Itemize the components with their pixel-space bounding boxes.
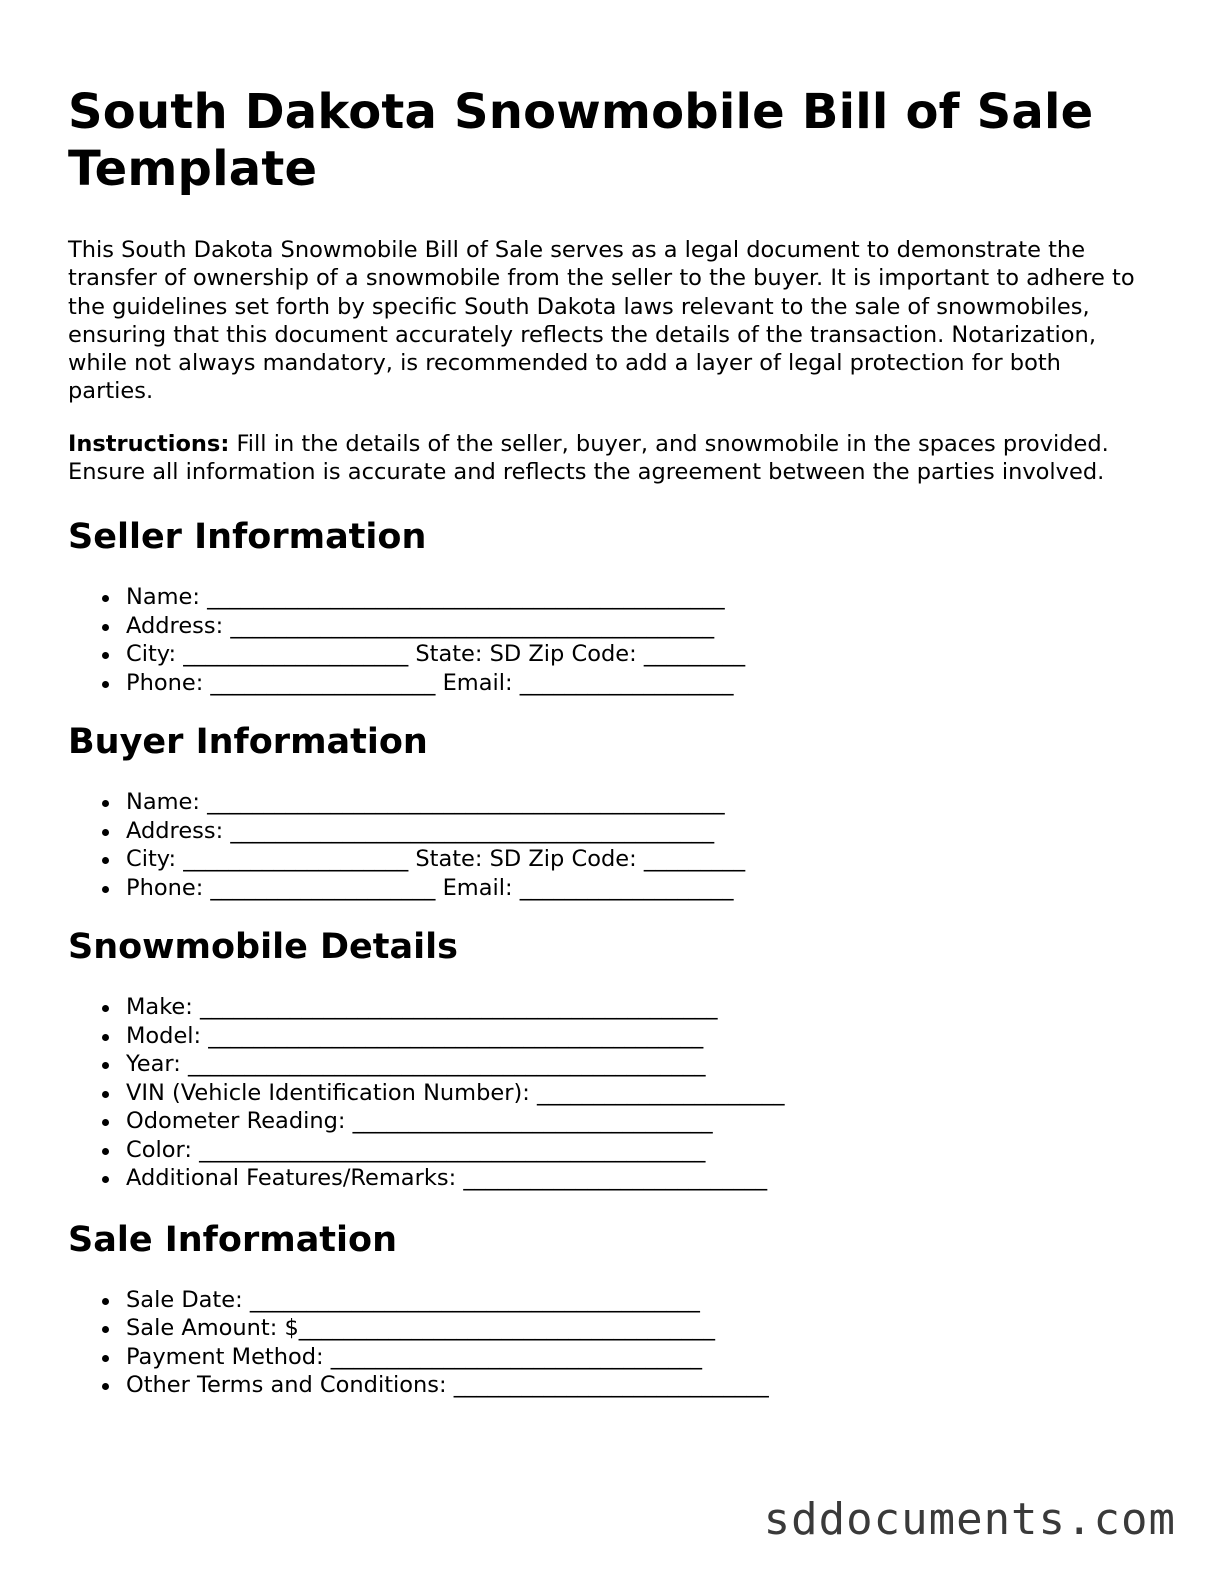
- buyer-address-field[interactable]: Address: ___________________________________________: [126, 817, 1148, 846]
- seller-address-field[interactable]: Address: ___________________________________________: [126, 612, 1148, 641]
- buyer-fields-list: [68, 788, 1148, 902]
- snowmobile-make-field[interactable]: Make: ______________________________________________: [126, 993, 1148, 1022]
- instructions-paragraph: [68, 430, 1148, 487]
- intro-paragraph: This South Dakota Snowmobile Bill of Sale serves as a legal document to demonstrate the transfer of ownership of a snowmobile from the seller to the buyer. It is important to adhere to the guidelines set forth by specific South Dakota laws relevant to the sale of snowmobiles, ensuring that this document accurately reflects the details of the transaction. Notarization, while not always mandatory, is recommended to add a layer of legal protection for both parties.: [68, 237, 1135, 405]
- snowmobile-model-field[interactable]: Model: ____________________________________________: [126, 1022, 1148, 1051]
- instructions-label: Instructions:: [68, 430, 230, 457]
- buyer-name-field[interactable]: Name: ______________________________________________: [126, 788, 1148, 817]
- seller-fields-list: [68, 583, 1148, 697]
- sale-fields-list: [68, 1286, 1148, 1400]
- buyer-city-state-zip-field[interactable]: City: ____________________ State: SD Zip Code: _________: [126, 845, 1148, 874]
- buyer-heading: Buyer Information: [68, 722, 428, 763]
- snowmobile-vin-field[interactable]: VIN (Vehicle Identification Number): ______________________: [126, 1079, 1148, 1108]
- snowmobile-odometer-field[interactable]: Odometer Reading: ________________________________: [126, 1107, 1148, 1136]
- sale-date-field[interactable]: Sale Date: ________________________________________: [126, 1286, 1148, 1315]
- snowmobile-year-field[interactable]: Year: ______________________________________________: [126, 1050, 1148, 1079]
- seller-phone-email-field[interactable]: Phone: ____________________ Email: ___________________: [126, 669, 1148, 698]
- document-page: [68, 84, 1148, 1400]
- buyer-section: [68, 721, 1148, 902]
- payment-method-field[interactable]: Payment Method: _________________________________: [126, 1343, 1148, 1372]
- other-terms-field[interactable]: Other Terms and Conditions: ____________________________: [126, 1371, 1148, 1400]
- seller-section: [68, 516, 1148, 697]
- snowmobile-heading: Snowmobile Details: [68, 927, 458, 968]
- buyer-phone-email-field[interactable]: Phone: ____________________ Email: ___________________: [126, 874, 1148, 903]
- snowmobile-color-field[interactable]: Color: _____________________________________________: [126, 1136, 1148, 1165]
- page-title: South Dakota Snowmobile Bill of Sale Template: [68, 84, 1094, 197]
- snowmobile-fields-list: [68, 993, 1148, 1193]
- seller-city-state-zip-field[interactable]: City: ____________________ State: SD Zip Code: _________: [126, 640, 1148, 669]
- seller-heading: Seller Information: [68, 517, 427, 558]
- seller-name-field[interactable]: Name: ______________________________________________: [126, 583, 1148, 612]
- sale-amount-field[interactable]: Sale Amount: $_____________________________________: [126, 1314, 1148, 1343]
- watermark-text: sddocuments.com: [763, 1494, 1176, 1545]
- snowmobile-section: [68, 926, 1148, 1193]
- sale-heading: Sale Information: [68, 1219, 397, 1260]
- snowmobile-remarks-field[interactable]: Additional Features/Remarks: ___________________________: [126, 1164, 1148, 1193]
- sale-section: [68, 1219, 1148, 1400]
- instructions-text: Fill in the details of the seller, buyer, and snowmobile in the spaces provided. Ensure all information is accurate and reflects the agreement between the parties involved.: [68, 430, 1109, 486]
